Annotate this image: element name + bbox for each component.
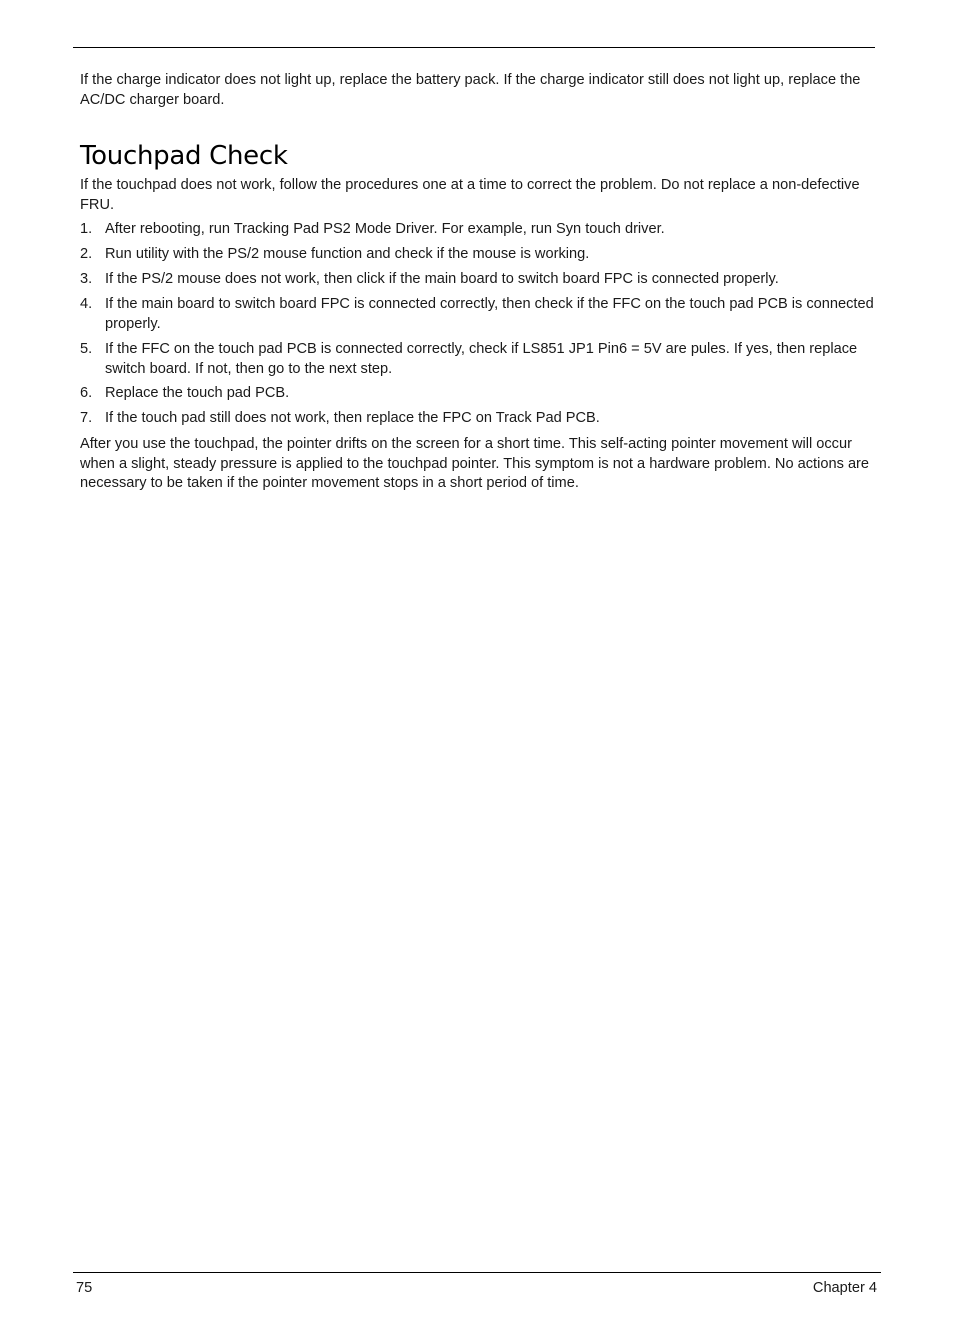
- step-number: 3.: [80, 271, 93, 288]
- section-title: Touchpad Check: [80, 141, 288, 172]
- lead-paragraph: If the touchpad does not work, follow the procedures one at a time to correct the problem. Do not replace a non-defective FRU.: [80, 177, 860, 213]
- step-text: If the PS/2 mouse does not work, then click if the main board to switch board FPC is connected properly.: [105, 271, 779, 288]
- step-number: 5.: [80, 340, 93, 357]
- step-text: If the FFC on the touch pad PCB is connected correctly, check if LS851 JP1 Pin6 = 5V are pules. If yes, then replace switch board. If not, then go to the next step.: [105, 340, 858, 377]
- step-text: If the touch pad still does not work, then replace the FPC on Track Pad PCB.: [105, 410, 600, 427]
- steps-list: [80, 220, 880, 429]
- intro-paragraph: If the charge indicator does not light up, replace the battery pack. If the charge indicator still does not light up, replace the AC/DC charger board.: [80, 72, 861, 108]
- closing-paragraph: After you use the touchpad, the pointer drifts on the screen for a short time. This self-acting pointer movement will occur when a slight, steady pressure is applied to the touchpad pointer. This symptom is not a hardware problem. No actions are necessary to be taken if the pointer movement stops in a short period of time.: [80, 436, 870, 492]
- step-number: 7.: [80, 410, 93, 427]
- header-rule: [73, 47, 875, 48]
- list-item: [80, 409, 880, 429]
- step-number: 2.: [80, 246, 93, 263]
- chapter-label: Chapter 4: [812, 1280, 877, 1296]
- list-item: [80, 384, 880, 404]
- page-content: [80, 71, 880, 494]
- list-item: [80, 340, 880, 379]
- list-item: [80, 270, 880, 290]
- footer-rule: [73, 1272, 881, 1273]
- step-number: 4.: [80, 296, 93, 313]
- step-text: After rebooting, run Tracking Pad PS2 Mode Driver. For example, run Syn touch driver.: [105, 221, 665, 238]
- list-item: [80, 220, 880, 240]
- step-number: 1.: [80, 221, 93, 238]
- step-text: Replace the touch pad PCB.: [105, 385, 290, 402]
- list-item: [80, 245, 880, 265]
- step-text: Run utility with the PS/2 mouse function and check if the mouse is working.: [105, 246, 590, 263]
- page-number: 75: [76, 1280, 93, 1296]
- list-item: [80, 295, 880, 334]
- step-text: If the main board to switch board FPC is connected correctly, then check if the FFC on the touch pad PCB is connected properly.: [105, 296, 874, 332]
- step-number: 6.: [80, 385, 93, 402]
